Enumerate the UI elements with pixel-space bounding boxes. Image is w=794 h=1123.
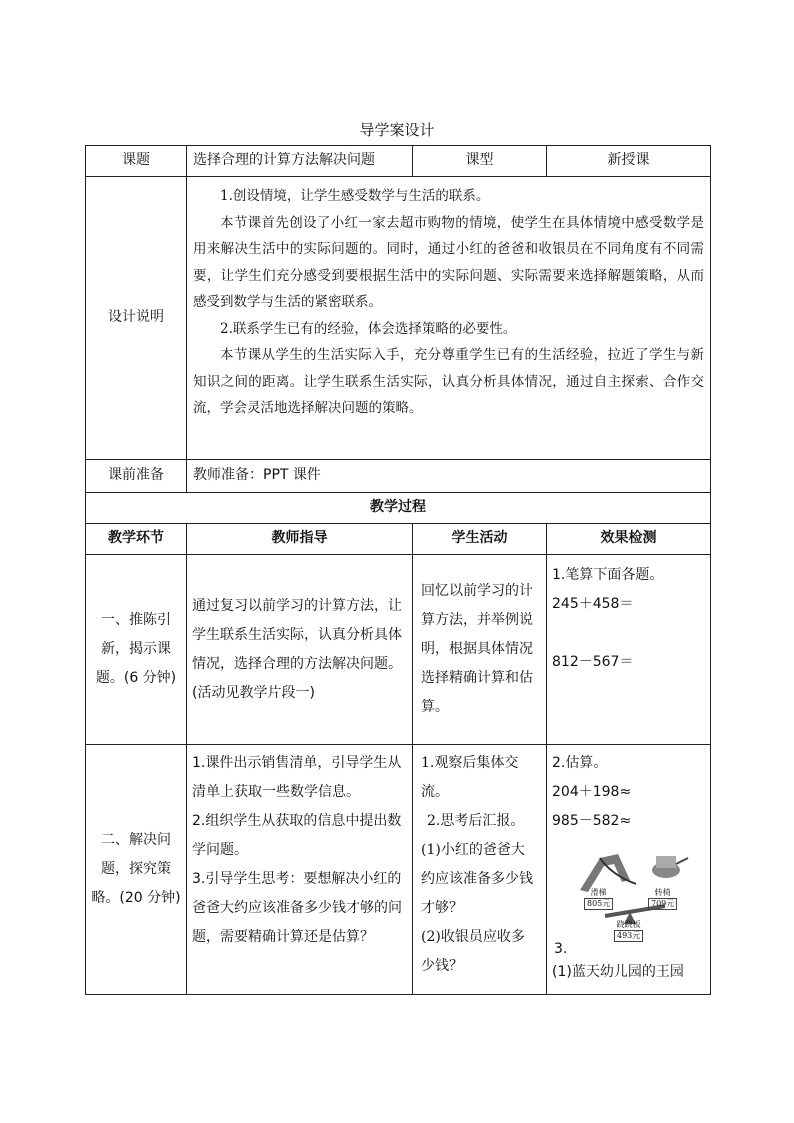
check-item: 204＋198≈ bbox=[552, 784, 632, 800]
check-item: 3. bbox=[554, 941, 568, 957]
design-description bbox=[187, 177, 711, 460]
prep-row bbox=[86, 460, 711, 493]
stage-row bbox=[86, 555, 711, 745]
check-item: 245＋458＝ bbox=[552, 596, 634, 612]
guidance-step: 3.引导学生思考：要想解决小红的爸爸大约应该准备多少钱才够的问题，需要精确计算还是估算？ bbox=[192, 871, 402, 945]
merry-go-round-handle bbox=[676, 858, 688, 864]
check-item: 985－582≈ bbox=[552, 813, 632, 829]
check-item: (1)蓝天幼儿园的王园 bbox=[552, 964, 684, 980]
type-value: 新授课 bbox=[547, 146, 711, 177]
design-label: 设计说明 bbox=[86, 177, 187, 460]
item-price: 709元 bbox=[648, 898, 677, 910]
student-activity: 回忆以前学习的计算方法，并举例说明，根据具体情况选择精确计算和估算。 bbox=[413, 555, 547, 745]
check-title: 2.估算。 bbox=[552, 755, 608, 771]
process-title-row bbox=[86, 493, 711, 524]
design-paragraph: 2.联系学生已有的经验，体会选择策略的必要性。 bbox=[220, 320, 517, 337]
column-header: 学生活动 bbox=[413, 524, 547, 555]
document-title: 导学案设计 bbox=[359, 121, 435, 139]
prep-value: 教师准备：PPT 课件 bbox=[187, 460, 711, 493]
activity-step: (1)小红的爸爸大约应该准备多少钱才够？ bbox=[421, 842, 533, 916]
stage-row bbox=[86, 745, 711, 995]
header-row bbox=[86, 146, 711, 177]
activity-step: 2.思考后汇报。 bbox=[427, 813, 525, 829]
item-price: 805元 bbox=[584, 898, 613, 910]
check-item: 812－567＝ bbox=[552, 654, 634, 670]
check-title: 1.笔算下面各题。 bbox=[552, 567, 664, 583]
effect-check bbox=[547, 555, 711, 745]
topic-label: 课题 bbox=[86, 146, 187, 177]
item-name: 转椅 bbox=[654, 888, 671, 897]
student-activity bbox=[413, 745, 547, 995]
design-paragraph: 1.创设情境，让学生感受数学与生活的联系。 bbox=[220, 188, 490, 204]
design-row bbox=[86, 177, 711, 460]
merry-go-round-seat bbox=[656, 856, 676, 868]
price-tag bbox=[648, 888, 677, 910]
prep-label: 课前准备 bbox=[86, 460, 187, 493]
teacher-guidance: 通过复习以前学习的计算方法，让学生联系生活实际，认真分析具体情况，选择合理的方法解决问题。(活动见教学片段一) bbox=[187, 555, 413, 745]
column-header: 教学环节 bbox=[86, 524, 187, 555]
item-price: 493元 bbox=[614, 930, 643, 942]
stage-name: 一、推陈引新，揭示课题。(6 分钟) bbox=[86, 555, 187, 745]
column-header-row bbox=[86, 524, 711, 555]
column-header: 教师指导 bbox=[187, 524, 413, 555]
price-tag bbox=[614, 920, 643, 942]
stage-name: 二、解决问题，探究策略。(20 分钟) bbox=[86, 745, 187, 995]
guidance-step: 1.课件出示销售清单，引导学生从清单上获取一些数学信息。 bbox=[192, 755, 402, 800]
design-paragraph: 本节课首先创设了小红一家去超市购物的情境，使学生在具体情境中感受数学是用来解决生活中的实际问题的。同时，通过小红的爸爸和收银员在不同角度有不同需要，让学生们充分感受到要根据生活中的实际问题、实际需要来选择解题策略，从而感受到数学与生活的紧密联系。 bbox=[193, 214, 704, 310]
item-name: 跷跷板 bbox=[616, 920, 641, 929]
slide-shape bbox=[580, 854, 630, 892]
item-name: 滑梯 bbox=[590, 888, 607, 897]
column-header: 效果检测 bbox=[547, 524, 711, 555]
teacher-guidance bbox=[187, 745, 413, 995]
lesson-plan-table bbox=[85, 145, 711, 995]
price-tag bbox=[584, 888, 613, 910]
activity-step: (2)收银员应收多少钱？ bbox=[421, 929, 525, 974]
type-label: 课型 bbox=[413, 146, 547, 177]
playground-equipment-image bbox=[570, 840, 700, 940]
design-paragraph: 本节课从学生的生活实际入手，充分尊重学生已有的生活经验，拉近了学生与新知识之间的距离。让学生联系生活实际，认真分析具体情况，通过自主探索、合作交流，学会灵活地选择解决问题的策略。 bbox=[193, 347, 704, 416]
guidance-step: 2.组织学生从获取的信息中提出数学问题。 bbox=[192, 813, 402, 858]
topic-value: 选择合理的计算方法解决问题 bbox=[187, 146, 413, 177]
process-title: 教学过程 bbox=[86, 493, 711, 524]
effect-check bbox=[547, 745, 711, 995]
activity-step: 1.观察后集体交流。 bbox=[421, 755, 519, 800]
